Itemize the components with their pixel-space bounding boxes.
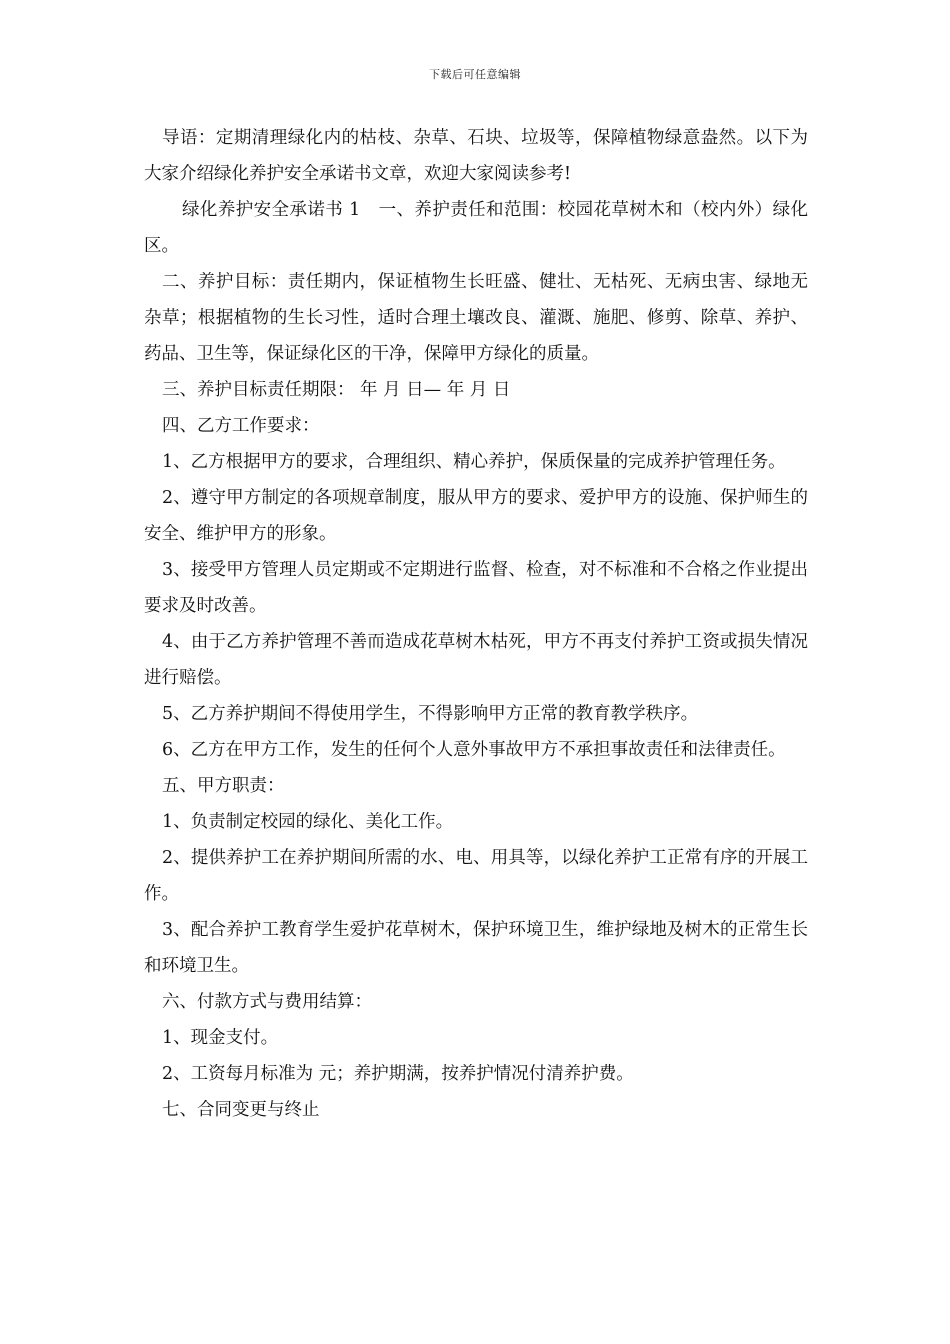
heading-party-a-duties: 五、甲方职责： <box>162 776 285 796</box>
list-item: 1、现金支付。 <box>162 1028 279 1048</box>
paragraph-title-scope: 绿化养护安全承诺书 1 一、养护责任和范围：校园花草树木和（校内外）绿化区。 <box>144 200 808 256</box>
list-item: 3、接受甲方管理人员定期或不定期进行监督、检查，对不标准和不合格之作业提出要求及时改善。 <box>144 560 808 616</box>
list-item: 6、乙方在甲方工作，发生的任何个人意外事故甲方不承担事故责任和法律责任。 <box>162 740 786 760</box>
document-body <box>144 120 808 1128</box>
paragraph-goal: 二、养护目标：责任期内，保证植物生长旺盛、健壮、无枯死、无病虫害、绿地无杂草；根据植物的生长习性，适时合理土壤改良、灌溉、施肥、修剪、除草、养护、药品、卫生等，保证绿化区的干净，保障甲方绿化的质量。 <box>144 272 808 364</box>
heading-payment: 六、付款方式与费用结算： <box>162 992 372 1012</box>
list-item: 1、乙方根据甲方的要求，合理组织、精心养护，保质保量的完成养护管理任务。 <box>162 452 786 472</box>
list-item: 2、遵守甲方制定的各项规章制度，服从甲方的要求、爱护甲方的设施、保护师生的安全、维护甲方的形象。 <box>144 488 808 544</box>
paragraph-term: 三、养护目标责任期限： 年 月 日— 年 月 日 <box>162 380 511 400</box>
heading-party-b-requirements: 四、乙方工作要求： <box>162 416 320 436</box>
list-item: 3、配合养护工教育学生爱护花草树木，保护环境卫生，维护绿地及树木的正常生长和环境卫生。 <box>144 920 808 976</box>
list-item: 5、乙方养护期间不得使用学生，不得影响甲方正常的教育教学秩序。 <box>162 704 699 724</box>
list-item: 2、工资每月标准为 元；养护期满，按养护情况付清养护费。 <box>162 1064 634 1084</box>
list-item: 2、提供养护工在养护期间所需的水、电、用具等，以绿化养护工正常有序的开展工作。 <box>144 848 808 904</box>
list-item: 4、由于乙方养护管理不善而造成花草树木枯死，甲方不再支付养护工资或损失情况进行赔偿。 <box>144 632 808 688</box>
paragraph-intro: 导语：定期清理绿化内的枯枝、杂草、石块、垃圾等，保障植物绿意盎然。以下为大家介绍绿化养护安全承诺书文章，欢迎大家阅读参考! <box>144 128 808 184</box>
list-item: 1、负责制定校园的绿化、美化工作。 <box>162 812 454 832</box>
page-header: 下载后可任意编辑 <box>429 68 521 81</box>
heading-contract-change: 七、合同变更与终止 <box>162 1100 320 1120</box>
